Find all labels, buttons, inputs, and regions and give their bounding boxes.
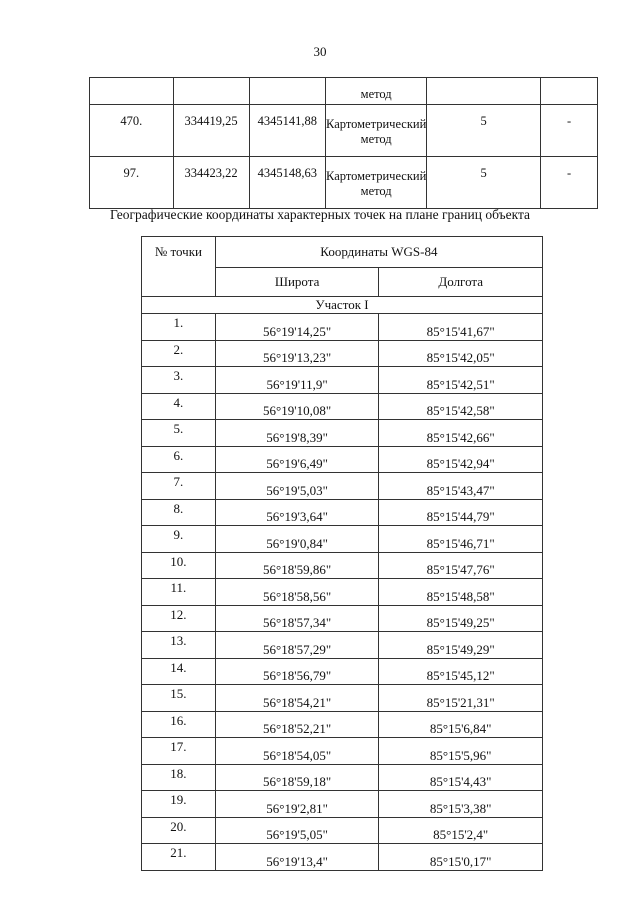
point-number: 3. [142,367,216,394]
latitude: 56°18'54,05" [215,738,379,765]
latitude: 56°19'6,49" [215,446,379,473]
table-row [142,446,543,473]
longitude: 85°15'2,4" [379,817,543,844]
point-number: 12. [142,605,216,632]
method-line-2: метод [360,183,392,198]
table-row [142,499,543,526]
accuracy: 5 [427,157,541,209]
latitude: 56°18'56,79" [215,658,379,685]
point-number: 19. [142,791,216,818]
header-point-label: № точки [154,244,202,259]
header-row [142,237,543,268]
longitude: 85°15'49,25" [379,605,543,632]
boundary-points-table [89,77,598,209]
table-row [142,605,543,632]
table-row [142,764,543,791]
longitude: 85°15'44,79" [379,499,543,526]
latitude: 56°18'58,56" [215,579,379,606]
latitude: 56°18'59,86" [215,552,379,579]
geo-coordinates-table [141,236,543,871]
point-number: 5. [142,420,216,447]
accuracy: 5 [427,105,541,157]
table-row [142,314,543,341]
table-row [142,791,543,818]
latitude: 56°18'52,21" [215,711,379,738]
latitude: 56°18'57,34" [215,605,379,632]
section-row [142,297,543,314]
latitude: 56°19'5,03" [215,473,379,500]
table-row [142,579,543,606]
longitude: 85°15'46,71" [379,526,543,553]
latitude: 56°18'59,18" [215,764,379,791]
point-number: 14. [142,658,216,685]
table-row [142,844,543,871]
coord-x: 334423,22 [173,157,249,209]
table-row [142,526,543,553]
point-number: 20. [142,817,216,844]
point-number: 4. [142,393,216,420]
longitude: 85°15'42,94" [379,446,543,473]
point-number: 16. [142,711,216,738]
latitude: 56°19'0,84" [215,526,379,553]
longitude: 85°15'43,47" [379,473,543,500]
longitude: 85°15'42,66" [379,420,543,447]
method-line-1: Картометрический [326,168,427,183]
header-latitude: Широта [215,268,379,297]
note: - [541,157,598,209]
longitude: 85°15'48,58" [379,579,543,606]
table-row [142,711,543,738]
table-row [142,393,543,420]
longitude: 85°15'42,58" [379,393,543,420]
point-number: 15. [142,685,216,712]
longitude: 85°15'0,17" [379,844,543,871]
method-continuation: метод [326,78,427,105]
point-number: 18. [142,764,216,791]
note: - [541,105,598,157]
point-number: 8. [142,499,216,526]
longitude: 85°15'49,29" [379,632,543,659]
latitude: 56°19'3,64" [215,499,379,526]
header-coordinates: Координаты WGS-84 [215,237,542,268]
table-row [142,420,543,447]
table-row [142,738,543,765]
table-row [90,157,598,209]
point-number: 1. [142,314,216,341]
header-longitude: Долгота [379,268,543,297]
table-row [142,817,543,844]
table-caption: Географические координаты характерных точек на плане границ объекта [109,207,531,222]
longitude: 85°15'42,51" [379,367,543,394]
longitude: 85°15'41,67" [379,314,543,341]
method-line-1: Картометрический [326,116,427,131]
method-line-2: метод [360,131,392,146]
point-number: 2. [142,340,216,367]
point-number: 13. [142,632,216,659]
longitude: 85°15'47,76" [379,552,543,579]
page-number: 30 [313,44,327,59]
longitude: 85°15'3,38" [379,791,543,818]
point-number: 7. [142,473,216,500]
table-row [142,632,543,659]
latitude: 56°19'2,81" [215,791,379,818]
latitude: 56°19'13,23" [215,340,379,367]
latitude: 56°19'14,25" [215,314,379,341]
latitude: 56°19'13,4" [215,844,379,871]
latitude: 56°18'57,29" [215,632,379,659]
table-row [142,367,543,394]
longitude: 85°15'6,84" [379,711,543,738]
coord-x: 334419,25 [173,105,249,157]
longitude: 85°15'21,31" [379,685,543,712]
table-row [142,685,543,712]
header-point-number [142,237,216,297]
table-row [142,473,543,500]
latitude: 56°19'10,08" [215,393,379,420]
table-row [142,340,543,367]
table-row [90,105,598,157]
section-label: Участок I [142,297,543,314]
method-cell [326,105,427,157]
point-number: 11. [142,579,216,606]
latitude: 56°19'11,9" [215,367,379,394]
latitude: 56°19'5,05" [215,817,379,844]
longitude: 85°15'42,05" [379,340,543,367]
table-row [142,552,543,579]
longitude: 85°15'45,12" [379,658,543,685]
point-number: 9. [142,526,216,553]
point-number: 6. [142,446,216,473]
table-row [90,78,598,105]
coord-y: 4345148,63 [249,157,325,209]
point-number: 10. [142,552,216,579]
point-index: 470. [90,105,174,157]
latitude: 56°19'8,39" [215,420,379,447]
point-index: 97. [90,157,174,209]
method-cell [326,157,427,209]
longitude: 85°15'4,43" [379,764,543,791]
table-row [142,658,543,685]
longitude: 85°15'5,96" [379,738,543,765]
coord-y: 4345141,88 [249,105,325,157]
point-number: 21. [142,844,216,871]
point-number: 17. [142,738,216,765]
latitude: 56°18'54,21" [215,685,379,712]
